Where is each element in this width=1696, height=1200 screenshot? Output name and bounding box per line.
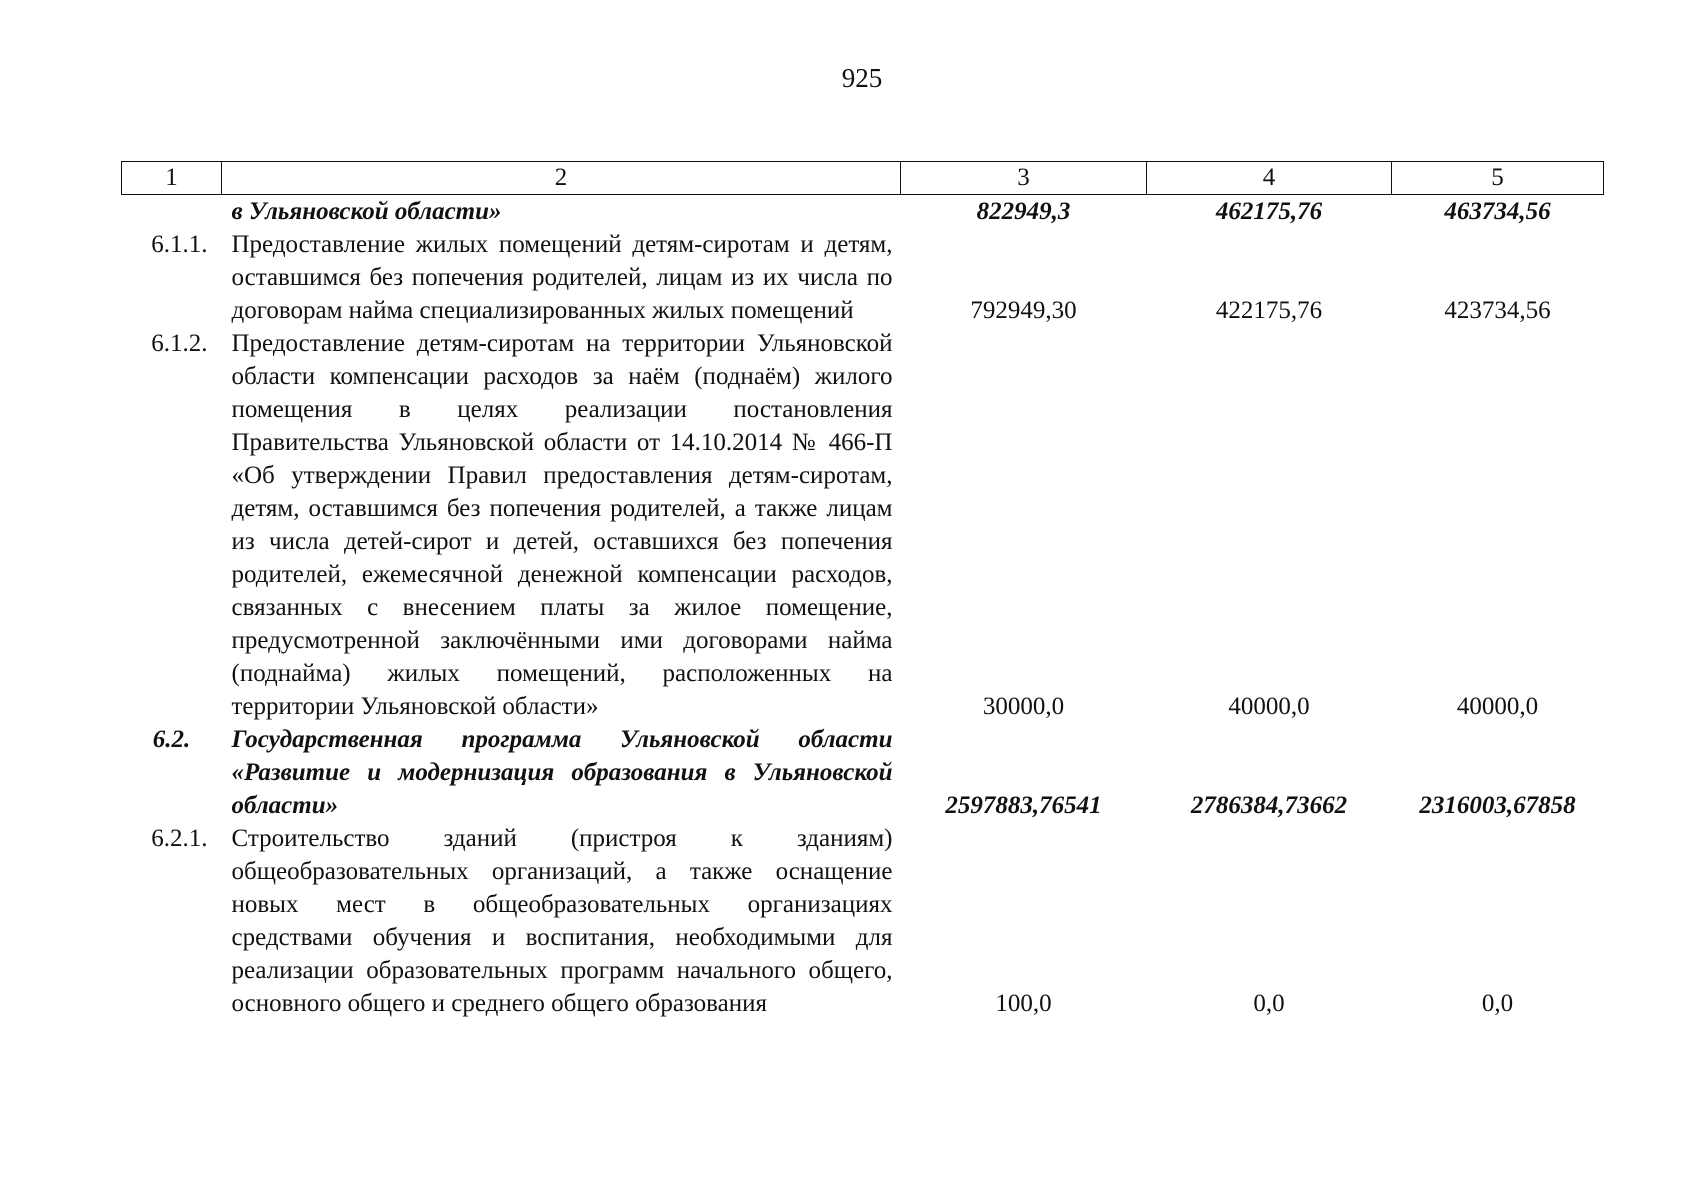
row-value-col5: 463734,56 xyxy=(1444,198,1551,225)
row-description: Государственная программа Ульяновской области «Развитие и модернизация образования в Ульяновской области» xyxy=(231,726,893,819)
row-number: 6.2. xyxy=(152,726,191,753)
row-value-col5: 0,0 xyxy=(1481,990,1514,1017)
row-value-col5: 40000,0 xyxy=(1456,693,1539,720)
row-number xyxy=(122,195,222,229)
row-number: 6.1.2. xyxy=(151,330,208,357)
row-number: 6.2.1. xyxy=(151,825,208,852)
row-number: 6.1.1. xyxy=(151,231,208,258)
row-description: в Ульяновской области» xyxy=(231,198,502,225)
table-row xyxy=(122,195,1604,229)
row-description: Строительство зданий (пристроя к зданиям) общеобразовательных организаций, а также оснащение новых мест в общеобразовательных организациях средствами обучения и воспитания, необходимыми для реализации образовательных программ начального общего, основного общего и среднего общего образования xyxy=(231,825,893,1017)
row-value-col5: 423734,56 xyxy=(1444,297,1551,324)
column-header-3: 3 xyxy=(901,162,1147,195)
column-header-4: 4 xyxy=(1147,162,1392,195)
row-value-col4: 462175,76 xyxy=(1215,198,1323,225)
row-value-col3: 2597883,76541 xyxy=(945,792,1102,819)
table-row xyxy=(122,822,1604,1020)
column-header-1: 1 xyxy=(122,162,222,195)
table-row xyxy=(122,723,1604,822)
row-value-col3: 100,0 xyxy=(995,990,1052,1017)
row-description: Предоставление жилых помещений детям-сиротам и детям, оставшимся без попечения родителей, лицам из их числа по договорам найма специализированных жилых помещений xyxy=(231,231,893,324)
row-value-col3: 30000,0 xyxy=(982,693,1065,720)
row-value-col3: 792949,30 xyxy=(970,297,1077,324)
row-value-col4: 2786384,73662 xyxy=(1190,792,1348,819)
row-description: Предоставление детям-сиротам на территории Ульяновской области компенсации расходов за наём (поднаём) жилого помещения в целях реализации постановления Правительства Ульяновской области от 14.10.2014 № 466-П «Об утверждении Правил предоставления детям-сиротам, детям, оставшимся без попечения родителей, а также лицам из числа детей-сирот и детей, оставшихся без попечения родителей, ежемесячной денежной компенсации расходов, связанных с внесением платы за жилое помещение, предусмотренной заключёнными ими договорами найма (поднайма) жилых помещений, расположенных на территории Ульяновской области» xyxy=(231,330,893,720)
table-header-row xyxy=(122,162,1604,195)
table-row xyxy=(122,228,1604,327)
column-header-5: 5 xyxy=(1392,162,1604,195)
budget-table xyxy=(121,161,1604,1020)
table-row xyxy=(122,327,1604,723)
row-value-col4: 0,0 xyxy=(1253,990,1285,1017)
column-header-2: 2 xyxy=(222,162,901,195)
row-value-col3: 822949,3 xyxy=(976,198,1071,225)
row-value-col5: 2316003,67858 xyxy=(1419,792,1576,819)
row-value-col4: 40000,0 xyxy=(1228,693,1310,720)
page-number: 925 xyxy=(841,63,883,93)
row-value-col4: 422175,76 xyxy=(1215,297,1323,324)
